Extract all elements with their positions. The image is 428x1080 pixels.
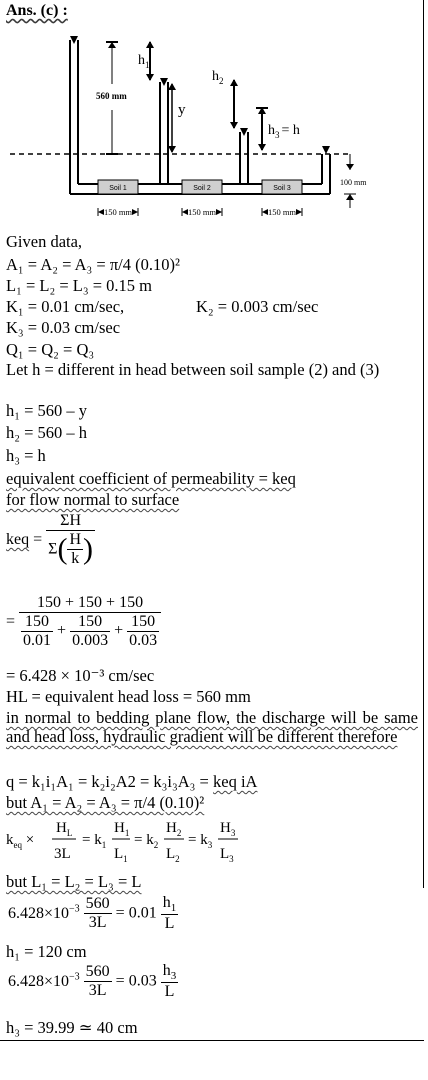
svg-text:Soil 2: Soil 2	[193, 185, 211, 192]
k1-line: K₁ = 0.01 cm/sec,	[6, 297, 125, 316]
right-border-line	[423, 0, 424, 888]
svg-text:H1: $H_1$	[114, 820, 130, 838]
svg-text:Soil 3: Soil 3	[273, 185, 291, 192]
keq-value: = 6.428 × 10⁻³ cm/sec	[6, 666, 155, 685]
h3-equation: $6.428\times 10^{-3}$ $\frac{560}{3L}$ = 0.03 $\frac{h_3}{L}$	[8, 962, 177, 1001]
permeameter-diagram	[0, 22, 380, 227]
svg-text:= k2: = $k_2$	[134, 832, 159, 850]
area-equal-line: but A₁ = A₂ = A₃ = π/4 (0.10)²	[6, 793, 205, 812]
h2-line: h₂ = 560 – h	[6, 423, 88, 442]
given-data-heading: Given data,	[6, 232, 83, 251]
gradient-equation	[4, 814, 284, 866]
svg-text:HL: $H_L$	[56, 820, 73, 838]
svg-text:= k3: = $k_3$	[188, 832, 213, 850]
h1-equation: $6.428\times 10^{-3}$ $\frac{560}{3L}$ = 0.01 $\frac{h_1}{L}$	[8, 894, 177, 933]
h1-line: h₁ = 560 – y	[6, 401, 88, 420]
svg-text:H3: $H_3$	[220, 820, 236, 838]
bottom-border-line	[0, 1040, 424, 1041]
svg-text:560 mm: 560 mm	[96, 91, 127, 101]
flow-normal-line: for flow normal to surface	[6, 490, 180, 509]
k3-line: K₃ = 0.03 cm/sec	[6, 318, 121, 337]
equivalent-permeability-line: equivalent coefficient of permeability = keq	[6, 469, 296, 488]
length-line: L₁ = L₂ = L₃ = 0.15 m	[6, 276, 152, 295]
svg-text:keq ×: $k_{eq}$ ×	[6, 832, 35, 850]
svg-text:100 mm: 100 mm	[340, 178, 367, 187]
svg-text:L3: $L_3$	[220, 846, 234, 864]
h3-line: h₃ = h	[6, 446, 46, 465]
keq-formula: keq = ΣH Σ( $\frac{H}{k}$ )	[6, 512, 94, 567]
svg-text:H2: $H_2$	[166, 820, 182, 838]
svg-text:y: y	[178, 102, 186, 118]
svg-text:150 mm: 150 mm	[267, 207, 297, 217]
k2-line: K₂ = 0.003 cm/sec	[196, 297, 319, 316]
discharge-equation: q = k₁i₁A₁ = k₂i₂A2 = k₃i₃A₃ = keq iA	[6, 772, 258, 791]
svg-text:Soil 1: Soil 1	[109, 185, 127, 192]
h1-result: h₁ = 120 cm	[6, 942, 87, 961]
h3-result: h₃ = 39.99 ≃ 40 cm	[6, 1018, 138, 1037]
svg-text:L2: $L_2$	[166, 846, 180, 864]
svg-text:h3= h: $h_3 = h$	[268, 123, 300, 140]
head-loss-line: HL = equivalent head loss = 560 mm	[6, 687, 251, 706]
discharge-line: Q₁ = Q₂ = Q₃	[6, 340, 95, 359]
svg-text:h1: $h_1$	[138, 53, 150, 70]
keq-substitution: = 150 + 150 + 150 $\frac{150}{0.01}$ + $\frac{150}{0.003}$ + $\frac{150}{0.03}$	[6, 594, 161, 650]
length-equal-line: but L₁ = L₂ = L₃ = L	[6, 872, 142, 891]
svg-text:150 mm: 150 mm	[103, 207, 133, 217]
svg-text:= k1: = $k_1$	[82, 832, 107, 850]
svg-text:150 mm: 150 mm	[187, 207, 217, 217]
area-line: A₁ = A₂ = A₃ = π/4 (0.10)²	[6, 255, 180, 274]
answer-label: Ans. (c) :	[6, 2, 68, 19]
svg-text:L1: $L_1$	[114, 846, 128, 864]
normal-flow-paragraph: in normal to bedding plane flow, the discharge will be same and head loss, hydraulic gradient will be different therefore	[6, 708, 418, 746]
svg-text:3L: 3L	[54, 846, 71, 862]
head-definition: Let h = different in head between soil sample (2) and (3)	[6, 360, 380, 379]
svg-text:h2: $h_2$	[212, 69, 224, 86]
